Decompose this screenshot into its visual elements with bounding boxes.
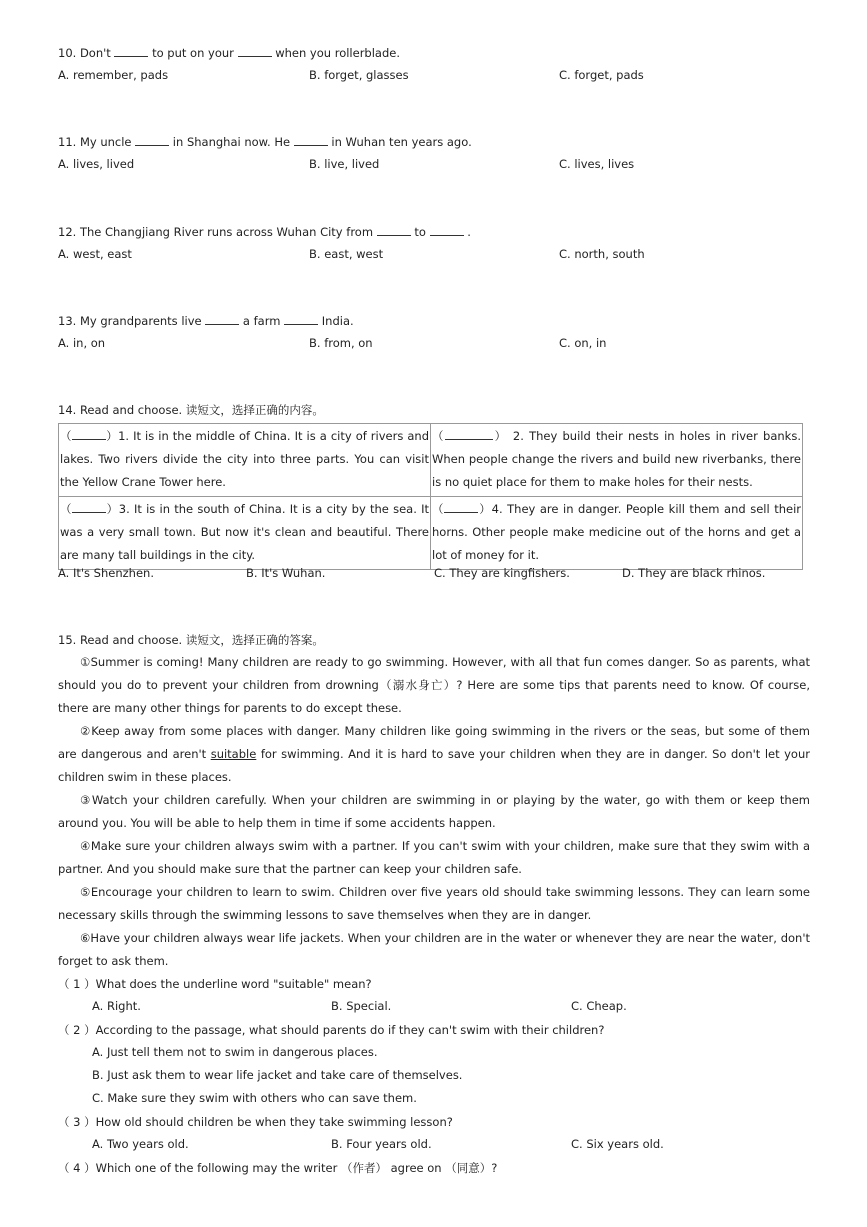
answer-blank <box>445 428 493 440</box>
passage-cell-4: （ ）4. They are in danger. People kill them and sell their horns. Other people make medicine out of the horns and get a lot of money for it. <box>431 497 803 570</box>
passage-cell-2: （ ） 2. They build their nests in holes in river banks. When people change the rivers and build new riverbanks, there is no quiet place for them to make holes for their nests. <box>431 424 803 497</box>
passage-paragraph-5: ⑤Encourage your children to learn to swim. Children over five years old should take swimming lessons. They can learn some necessary skills through the swimming lessons to save themselves when they are in danger. <box>58 885 810 922</box>
question-14-option-c: C. They are kingfishers. <box>434 566 570 580</box>
sub-question-2: （ 2 ）According to the passage, what should parents do if they can't swim with their children? <box>58 1023 605 1037</box>
question-14-option-b: B. It's Wuhan. <box>246 566 326 580</box>
answer-blank <box>238 45 272 57</box>
passage-paragraph-3: ③Watch your children carefully. When your children are swimming in or playing by the water, go with them or keep them around you. You will be able to help them in time if some accidents happen. <box>58 793 810 830</box>
sub-question-2-option-b: B. Just ask them to wear life jacket and take care of themselves. <box>92 1068 463 1082</box>
sub-question-3-option-c: C. Six years old. <box>571 1137 664 1151</box>
passage-paragraph-1: ①Summer is coming! Many children are ready to go swimming. However, with all that fun comes danger. So as parents, what should you do to prevent your children from drowning（溺水身亡）? Here are some tips that parents need to know. Of course, there are many other things for parents to do except these. <box>58 655 810 715</box>
question-10-stem: 10. Don't to put on your when you rollerblade. <box>58 46 400 60</box>
passage-cell-3: （ ）3. It is in the south of China. It is a city by the sea. It was a very small town. But now it's clean and beautiful. There are many tall buildings in the city. <box>59 497 431 570</box>
question-13-option-b: B. from, on <box>309 336 373 350</box>
sub-question-3: （ 3 ）How old should children be when they take swimming lesson? <box>58 1115 453 1129</box>
question-11-option-b: B. live, lived <box>309 157 380 171</box>
answer-blank <box>284 313 318 325</box>
sub-question-2-option-a: A. Just tell them not to swim in dangerous places. <box>92 1045 378 1059</box>
answer-blank <box>294 134 328 146</box>
question-12-option-a: A. west, east <box>58 247 132 261</box>
question-13-option-c: C. on, in <box>559 336 607 350</box>
question-13-option-a: A. in, on <box>58 336 106 350</box>
question-14-option-a: A. It's Shenzhen. <box>58 566 154 580</box>
answer-blank <box>135 134 169 146</box>
sub-question-1: （ 1 ）What does the underline word "suitable" mean? <box>58 977 372 991</box>
answer-blank <box>377 224 411 236</box>
answer-blank <box>205 313 239 325</box>
sub-question-4: （ 4 ）Which one of the following may the writer （作者） agree on （同意）? <box>58 1161 498 1175</box>
answer-blank <box>444 501 478 513</box>
question-11-option-a: A. lives, lived <box>58 157 135 171</box>
answer-blank <box>72 501 106 513</box>
sub-question-2-option-c: C. Make sure they swim with others who can save them. <box>92 1091 417 1105</box>
sub-question-1-option-c: C. Cheap. <box>571 999 627 1013</box>
reading-match-table <box>58 423 803 570</box>
question-14-title: 14. Read and choose. 读短文，选择正确的内容。 <box>58 403 324 417</box>
question-10-option-a: A. remember, pads <box>58 68 169 82</box>
question-15-title: 15. Read and choose. 读短文，选择正确的答案。 <box>58 633 324 647</box>
answer-blank <box>72 428 106 440</box>
underlined-word: suitable <box>210 747 257 761</box>
question-10-option-b: B. forget, glasses <box>309 68 409 82</box>
question-10-option-c: C. forget, pads <box>559 68 644 82</box>
sub-question-1-option-a: A. Right. <box>92 999 141 1013</box>
question-12-option-b: B. east, west <box>309 247 384 261</box>
sub-question-3-option-b: B. Four years old. <box>331 1137 432 1151</box>
passage-paragraph-4: ④Make sure your children always swim with a partner. If you can't swim with your children, make sure that they swim with a partner. And you should make sure that the partner can keep your children safe. <box>58 839 810 876</box>
sub-question-3-option-a: A. Two years old. <box>92 1137 189 1151</box>
question-12-stem: 12. The Changjiang River runs across Wuhan City from to . <box>58 225 471 239</box>
question-12-option-c: C. north, south <box>559 247 645 261</box>
passage-paragraph-6: ⑥Have your children always wear life jackets. When your children are in the water or whenever they are near the water, don't forget to ask them. <box>58 931 810 968</box>
answer-blank <box>114 45 148 57</box>
question-14-option-d: D. They are black rhinos. <box>622 566 766 580</box>
passage-paragraph-2: ②Keep away from some places with danger. Many children like going swimming in the rivers or the seas, but some of them are dangerous and aren't suitable for swimming. And it is hard to save your children when they are in danger. So don't let your children swim in these places. <box>58 724 810 784</box>
question-13-stem: 13. My grandparents live a farm India. <box>58 314 354 328</box>
question-11-option-c: C. lives, lives <box>559 157 635 171</box>
passage-cell-1: （ ）1. It is in the middle of China. It is a city of rivers and lakes. Two rivers divide the city into three parts. You can visit the Yellow Crane Tower here. <box>59 424 431 497</box>
sub-question-1-option-b: B. Special. <box>331 999 392 1013</box>
answer-blank <box>430 224 464 236</box>
question-11-stem: 11. My uncle in Shanghai now. He in Wuhan ten years ago. <box>58 135 472 149</box>
